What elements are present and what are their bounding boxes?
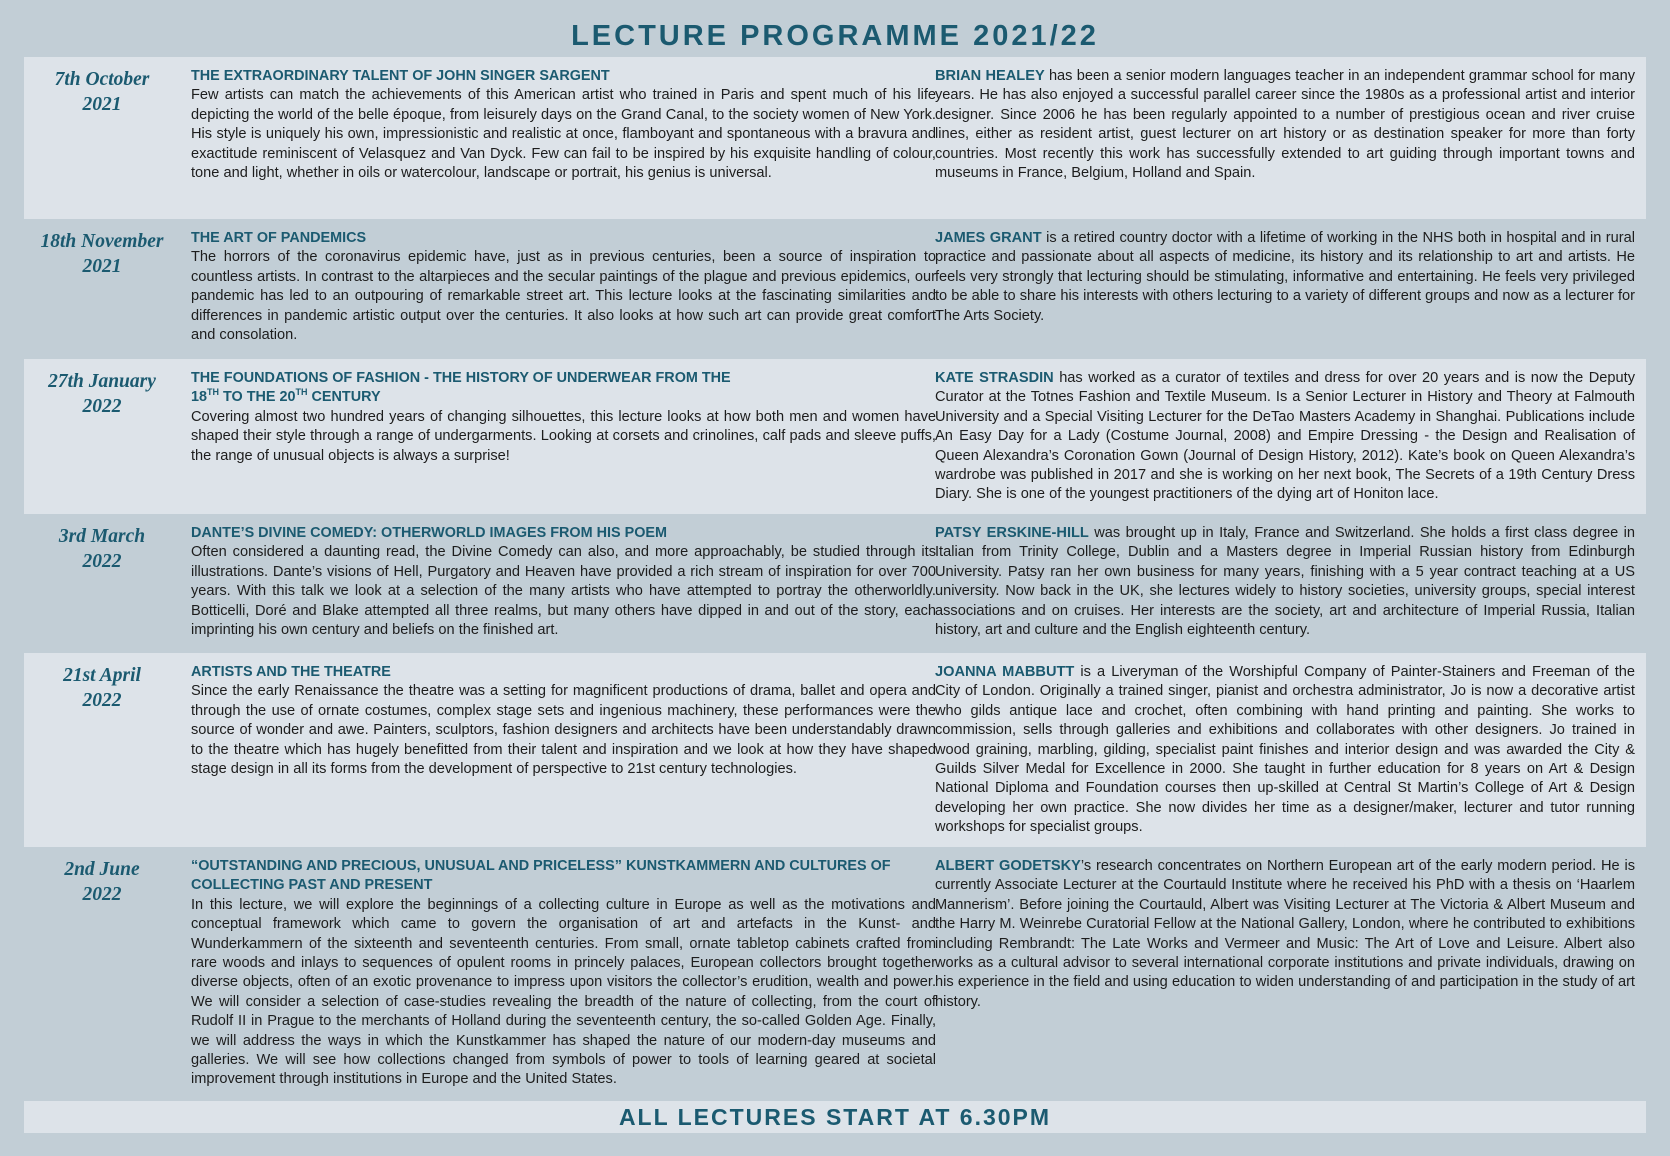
lecture-details bbox=[191, 229, 936, 345]
lecture-row bbox=[24, 359, 1646, 514]
lecture-date: 18th November 2021 bbox=[40, 231, 164, 277]
speaker-name: BRIAN HEALEY bbox=[935, 68, 1045, 84]
lecture-date: 3rd March 2022 bbox=[58, 526, 146, 572]
lecture-description: In this lecture, we will explore the beginnings of a collecting culture in Europe as well as the motivations and conceptual framework which came to govern the organisation of art and artefacts in the Kunst- and Wunderkammern of the sixteenth and seventeenth centuries. From small, ornate tabletop cabinets crafted from rare woods and inlays to sequences of opulent rooms in princely palaces, European collectors brought together diverse objects, often of an exotic provenance to impress upon visitors the collector’s erudition, wealth and power. We will consider a selection of case-studies revealing the breadth of the nature of collecting, from the court of Rudolf II in Prague to the merchants of Holland during the seventeenth century, the so-called Golden Age. Finally, we will address the ways in which the Kunstkammer has shaped the nature of our modern-day museums and galleries. We will see how collections changed from symbols of power to tools of learning geared at societal improvement through institutions in Europe and the United States. bbox=[191, 896, 936, 1088]
speaker-name: JOANNA MABBUTT bbox=[935, 664, 1075, 680]
speaker-name: JAMES GRANT bbox=[935, 230, 1042, 246]
lecture-date: 21st April 2022 bbox=[63, 665, 141, 711]
lecture-details bbox=[191, 857, 936, 1090]
lecture-details bbox=[191, 663, 936, 779]
lecture-title: DANTE’S DIVINE COMEDY: OTHERWORLD IMAGES FROM HIS POEM bbox=[191, 525, 667, 541]
speaker-name: ALBERT GODETSKY bbox=[935, 858, 1081, 874]
lecture-details bbox=[191, 524, 936, 640]
lecture-title: “OUTSTANDING AND PRECIOUS, UNUSUAL AND PRICELESS” KUNSTKAMMERN AND CULTURES OF COLLECTING PAST AND PRESENT bbox=[191, 858, 891, 894]
lecture-description: Few artists can match the achievements of this American artist who trained in Paris and spent much of his life depicting the world of the belle époque, from leisurely days on the Grand Canal, to the society women of New York. His style is uniquely his own, impressionistic and realistic at once, flamboyant and spontaneous with a bravura and exactitude reminiscent of Velasquez and Van Dyck. Few can fail to be inspired by his exquisite handling of colour, tone and light, whether in oils or watercolour, landscape or portrait, his genius is universal. bbox=[191, 87, 936, 182]
speaker-bio: ALBERT GODETSKY’s research concentrates on Northern European art of the early modern period. He is currently Associate Lecturer at the Courtauld Institute where he received his PhD with a thesis on ‘Haarlem Mannerism’. Before joining the Courtauld, Albert was Visiting Lecturer at The Victoria & Albert Museum and the Harry M. Weinrebe Curatorial Fellow at the National Gallery, London, where he contributed to exhibitions including Rembrandt: The Late Works and Vermeer and Music: The Art of Love and Leisure. Albert also works as a cultural advisor to several international corporate institutions and private individuals, drawing on his experience in the field and using education to widen understanding of and participation in the study of art history. bbox=[935, 858, 1635, 1010]
lecture-row bbox=[24, 514, 1646, 653]
speaker-bio: BRIAN HEALEY has been a senior modern languages teacher in an independent grammar school for many years. He has also enjoyed a successful parallel career since the 1980s as a professional artist and interior designer. Since 2006 he has been regularly appointed to a number of prestigious ocean and river cruise lines, either as resident artist, guest lecturer on art history or as destination speaker for more than forty countries. Most recently this work has successfully extended to art guiding through important towns and museums in France, Belgium, Holland and Spain. bbox=[935, 68, 1635, 182]
speaker-bio: PATSY ERSKINE-HILL was brought up in Italy, France and Switzerland. She holds a first class degree in Italian from Trinity College, Dublin and a Masters degree in Imperial Russian history from Edinburgh University. Patsy ran her own business for many years, finishing with a 5 year contract teaching at a US university. Now back in the UK, she lectures widely to history societies, university groups, special interest associations and on cruises. Her interests are the society, art and architecture of Imperial Russia, Italian history, art and culture and the English eighteenth century. bbox=[935, 525, 1635, 639]
lecture-description: Often considered a daunting read, the Divine Comedy can also, and more approachably, be studied through its illustrations. Dante’s visions of Hell, Purgatory and Heaven have provided a rich stream of inspiration for over 700 years. With this talk we look at a selection of the many artists who have attempted to portray the otherworldly. Botticelli, Doré and Blake attempted all three realms, but many others have dipped in and out of the story, each imprinting his own century and beliefs on the finished art. bbox=[191, 544, 936, 639]
lecture-row bbox=[24, 219, 1646, 359]
speaker-name: PATSY ERSKINE-HILL bbox=[935, 525, 1089, 541]
page-title: LECTURE PROGRAMME 2021/22 bbox=[571, 20, 1099, 52]
speaker-bio: JOANNA MABBUTT is a Liveryman of the Worshipful Company of Painter-Stainers and Freeman of the City of London. Originally a trained singer, pianist and orchestra administrator, Jo is now a decorative artist who gilds antique lace and crochet, often combining with hand printing and painting. She works to commission, sells through galleries and exhibitions and collaborates with other designers. Jo trained in wood graining, marbling, gilding, specialist paint finishes and interior design and was awarded the City & Guilds Silver Medal for Excellence in 2000. She taught in further education for 8 years on Art & Design National Diploma and Foundation courses then up-skilled at Central St Martin’s College of Art & Design developing her own practice. She now divides her time as a designer/maker, lecturer and tutor running workshops for specialist groups. bbox=[935, 664, 1635, 836]
start-time-banner: ALL LECTURES START AT 6.30PM bbox=[24, 1101, 1646, 1133]
lecture-description: Since the early Renaissance the theatre was a setting for magnificent productions of drama, ballet and opera and through the use of ornate costumes, complex stage sets and ingenious machinery, these performances were the source of wonder and awe. Painters, sculptors, fashion designers and architects have been understandably drawn to the theatre which has hugely benefitted from their talent and inspiration and we look at how they have shaped stage design in all its forms from the development of perspective to 21st century technologies. bbox=[191, 683, 936, 778]
lecture-date: 2nd June 2022 bbox=[64, 859, 140, 905]
lecture-title: THE ART OF PANDEMICS bbox=[191, 230, 367, 246]
lecture-details bbox=[191, 67, 936, 183]
lecture-title: THE FOUNDATIONS OF FASHION - THE HISTORY OF UNDERWEAR FROM THE 18TH TO THE 20TH CENTURY bbox=[191, 370, 731, 406]
lecture-date: 27th January 2022 bbox=[48, 371, 156, 417]
lecture-details bbox=[191, 369, 936, 466]
speaker-bio: JAMES GRANT is a retired country doctor with a lifetime of working in the NHS both in hospital and in rural practice and passionate about all aspects of medicine, its history and its relationship to art and artists. He feels very strongly that lecturing should be stimulating, informative and entertaining. He feels very privileged to be able to share his interests with others lecturing to a variety of different groups and now as a lecturer for The Arts Society. bbox=[935, 230, 1635, 324]
lecture-title: ARTISTS AND THE THEATRE bbox=[191, 664, 391, 680]
lecture-row bbox=[24, 57, 1646, 219]
lecture-description: The horrors of the coronavirus epidemic have, just as in previous centuries, been a source of inspiration to countless artists. In contrast to the altarpieces and the secular paintings of the plague and previous epidemics, our pandemic has led to an outpouring of remarkable street art. This lecture looks at the fascinating similarities and differences in pandemic artistic output over the centuries. It also looks at how such art can provide great comfort and consolation. bbox=[191, 249, 936, 344]
lecture-row bbox=[24, 847, 1646, 1101]
lecture-row bbox=[24, 653, 1646, 847]
speaker-name: KATE STRASDIN bbox=[935, 370, 1054, 386]
speaker-bio: KATE STRASDIN has worked as a curator of textiles and dress for over 20 years and is now the Deputy Curator at the Totnes Fashion and Textile Museum. Is a Senior Lecturer in History and Theory at Falmouth University and a Special Visiting Lecturer for the DeTao Masters Academy in Shanghai. Publications include An Easy Day for a Lady (Costume Journal, 2008) and Empire Dressing - the Design and Realisation of Queen Alexandra’s Coronation Gown (Journal of Design History, 2012). Kate’s book on Queen Alexandra’s wardrobe was published in 2017 and she is working on her next book, The Secrets of a 19th Century Dress Diary. She is one of the youngest practitioners of the dying art of Honiton lace. bbox=[935, 370, 1635, 503]
lecture-description: Covering almost two hundred years of changing silhouettes, this lecture looks at how both men and women have shaped their style through a range of undergarments. Looking at corsets and crinolines, calf pads and sleeve puffs, the range of unusual objects is always a surprise! bbox=[191, 408, 936, 464]
lecture-date: 7th October 2021 bbox=[54, 69, 150, 115]
lecture-title: THE EXTRAORDINARY TALENT OF JOHN SINGER SARGENT bbox=[191, 68, 610, 84]
